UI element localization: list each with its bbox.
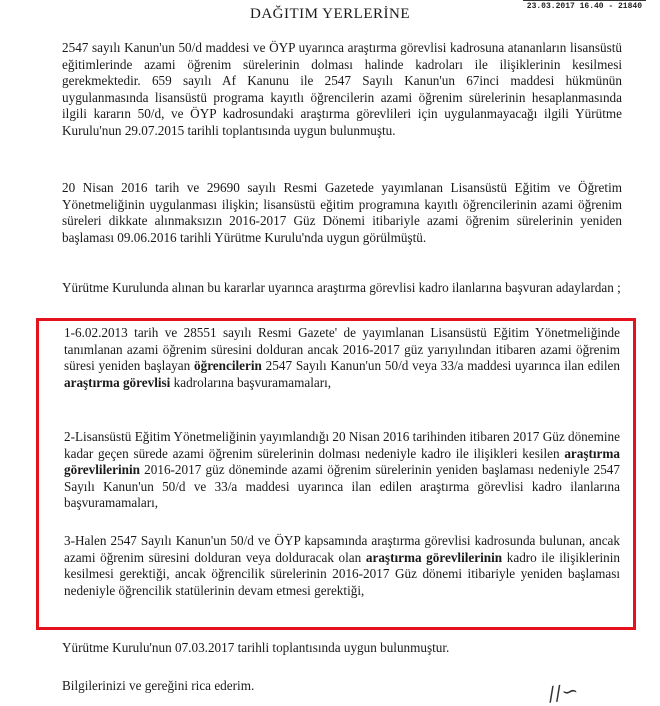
- item-1-text-a: 1-6.02.2013 tarih ve 28551 sayılı Resmi Gazete' de yayımlanan Lisansüstü Eğitim Yönetmeliğinde tanımlanan azami öğrenim süresini dolduran ancak 2016-2017 güz yarıyılından itibaren azami öğrenim süresi yeniden başlayan: [64, 325, 620, 374]
- item-1-text-c: kadrolarına başvuramamaları,: [170, 374, 332, 390]
- signature-mark: ∕∕∽: [546, 678, 580, 706]
- item-3-text-b: kadro ile ilişiklerinin kesilmesi gerektiği, ancak öğrencilik sürelerinin 2016-2017 Güz dönemi itibariyle yeniden başlaması nedeniyle öğrencilik statülerinin devam etmesi gerektiği,: [64, 549, 621, 598]
- paragraph-2: 20 Nisan 2016 tarih ve 29690 sayılı Resmi Gazetede yayımlanan Lisansüstü Eğitim ve Öğretim Yönetmeliğinin uygulanması ilişkin; lisansüstü eğitim programına kayıtlı öğrencilerinin azami öğrenim süreleri dikkate alınmaksızın 2016-2017 Güz Dönemi itibariyle azami öğrenim sürelerinin yeniden başlaması 09.06.2016 tarihli Yürütme Kurulu'nda uygun görülmüştü.: [62, 180, 622, 245]
- paragraph-1: 2547 sayılı Kanun'un 50/d maddesi ve ÖYP uyarınca araştırma görevlisi kadrosuna atananların lisansüstü eğitimlerinde azami öğrenim sürelerinin dolması halinde kadroları ile ilişiklerinin kesilmesi gerekmektedir. 659 sayılı Af Kanunu ile 2547 Sayılı Kanun'un 67inci maddesi hükmünün uygulanmasında lisansüstü programa kayıtlı öğrencilerin azami öğrenim sürelerinin hesaplanmasında ilgili kararın 50/d, ve ÖYP kadrosundaki araştırma görevlileri için uygulanmayacağı ilgili Yürütme Kurulu'nun 29.07.2015 tarihli toplantısında uygun bulunmuştu.: [62, 40, 622, 138]
- paragraph-5: Bilgilerinizi ve gereğini rica ederim.: [62, 678, 255, 693]
- registry-stamp: 23.03.2017 16.40 - 21840: [523, 0, 646, 12]
- item-3-bold-a: araştırma görevlilerinin: [365, 549, 503, 565]
- item-1-bold-b: araştırma görevlisi: [64, 374, 171, 390]
- paragraph-4: Yürütme Kurulu'nun 07.03.2017 tarihli toplantısında uygun bulunmuştur.: [62, 640, 450, 655]
- item-2-bold-a: araştırma görevlilerinin: [64, 445, 620, 478]
- paragraph-3: Yürütme Kurulunda alınan bu kararlar uyarınca araştırma görevlisi kadro ilanlarına başvuran adaylardan ;: [62, 280, 621, 295]
- document-title: DAĞITIM YERLERİNE: [249, 6, 410, 22]
- item-3-text-a: 3-Halen 2547 Sayılı Kanun'un 50/d ve ÖYP kapsamında araştırma görevlisi kadrosunda bulunan, ancak azami öğrenim süresini dolduran veya dolduracak olan: [64, 533, 620, 565]
- item-2-text-b: 2016-2017 güz döneminde azami öğrenim sürelerinin yeniden başlaması nedeniyle 2547 Sayılı Kanun'un 50/d ve 33/a maddesi uyarınca ilan edilen araştırma görevlisi kadro ilanlarına başvuramamaları,: [64, 462, 620, 511]
- list-item-1: [64, 325, 620, 391]
- item-1-bold-a: öğrencilerin: [194, 358, 262, 374]
- list-item-3: [64, 533, 620, 599]
- item-2-text-a: 2-Lisansüstü Eğitim Yönetmeliğinin yayımlandığı 20 Nisan 2016 tarihinden itibaren 2017 Güz dönemine kadar geçen sürede azami öğrenim sürelerinin dolması nedeniyle kadro ile ilişikleri kesilen: [64, 429, 620, 461]
- item-1-text-b: 2547 Sayılı Kanun'un 50/d veya 33/a maddesi uyarınca ilan edilen: [261, 358, 620, 374]
- list-item-2: [64, 429, 620, 512]
